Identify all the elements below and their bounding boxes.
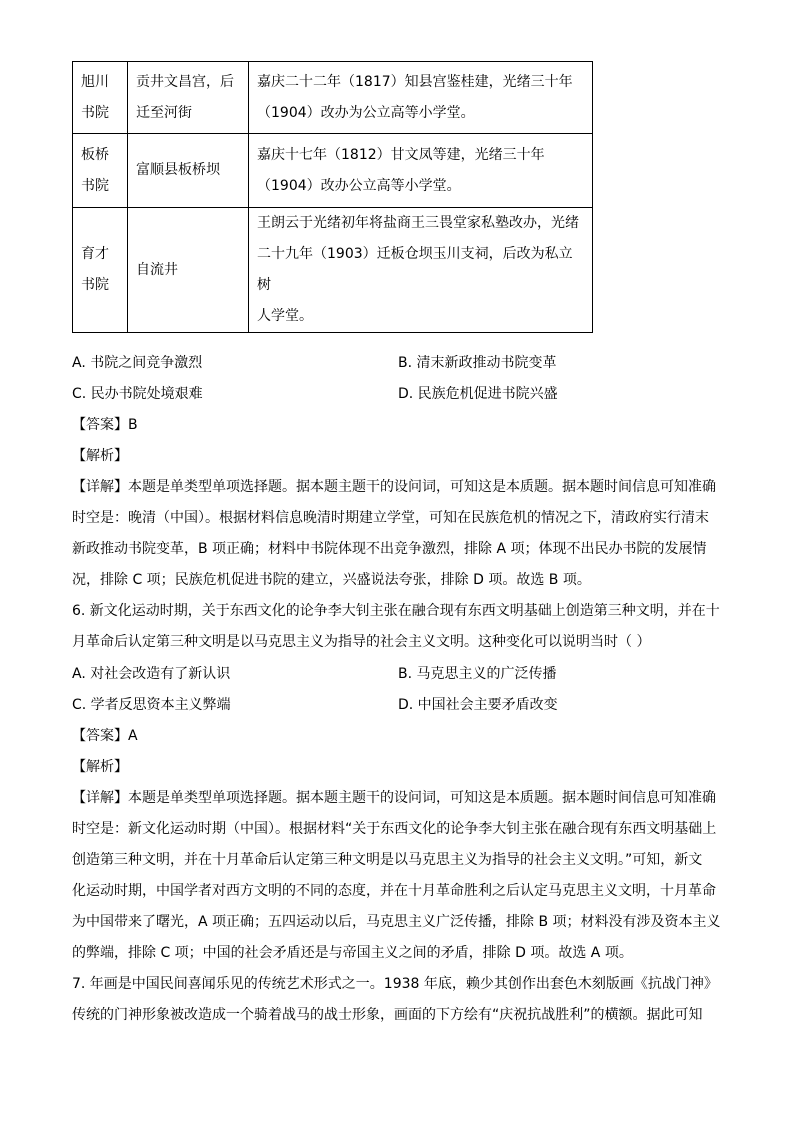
academy-location-cell: 富顺县板桥坝 xyxy=(128,134,249,208)
q6-detail-line-1: 【详解】本题是单类型单项选择题。据本题主题干的设问词，可知这是本质题。据本题时间信息可知准确 xyxy=(72,790,716,806)
q6-option-b: B. 马克思主义的广泛传播 xyxy=(398,666,557,682)
q6-stem-line-2: 月革命后认定第三种文明是以马克思主义为指导的社会主义文明。这种变化可以说明当时（ ） xyxy=(72,634,651,650)
q6-option-c: C. 学者反思资本主义弊端 xyxy=(72,697,231,713)
q5-option-b: B. 清末新政推动书院变革 xyxy=(398,355,557,371)
q6-detail-line-6: 的弊端，排除 C 项；中国的社会矛盾还是与帝国主义之间的矛盾，排除 D 项。故选 A 项。 xyxy=(72,945,633,961)
q5-option-a: A. 书院之间竞争激烈 xyxy=(72,355,203,371)
academy-description-cell: 嘉庆二十二年（1817）知县宫鉴桂建，光绪三十年 （1904）改办为公立高等小学堂。 xyxy=(249,62,593,134)
q6-detail-line-3: 创造第三种文明，并在十月革命后认定第三种文明是以马克思主义为指导的社会主义文明。”可知，新文 xyxy=(72,852,703,868)
q6-detail-line-2: 时空是：新文化运动时期（中国）。根据材料“关于东西文化的论争李大钊主张在融合现有东西文明基础上 xyxy=(72,821,717,837)
q5-answer: 【答案】B xyxy=(72,417,138,433)
q5-detail-line-2: 时空是：晚清（中国）。根据材料信息晚清时期建立学堂，可知在民族危机的情况之下，清政府实行清末 xyxy=(72,510,709,526)
q7-stem-line-1: 7. 年画是中国民间喜闻乐见的传统艺术形式之一。1938 年底，赖少其创作出套色木刻版画《抗战门神》 xyxy=(72,976,718,992)
table-row xyxy=(73,208,593,333)
q5-detail-line-4: 况，排除 C 项；民族危机促进书院的建立，兴盛说法夸张，排除 D 项。故选 B 项。 xyxy=(72,572,591,588)
table-row xyxy=(73,134,593,208)
q6-option-d: D. 中国社会主要矛盾改变 xyxy=(398,697,558,713)
q5-option-d: D. 民族危机促进书院兴盛 xyxy=(398,386,558,402)
q6-answer: 【答案】A xyxy=(72,728,138,744)
q6-stem-line-1: 6. 新文化运动时期，关于东西文化的论争李大钊主张在融合现有东西文明基础上创造第三种文明，并在十 xyxy=(72,603,720,619)
academy-location-cell: 自流井 xyxy=(128,208,249,333)
q5-analysis-heading: 【解析】 xyxy=(72,448,128,464)
table-row xyxy=(73,62,593,134)
q5-detail-line-3: 新政推动书院变革，B 项正确；材料中书院体现不出竞争激烈，排除 A 项；体现不出民办书院的发展情 xyxy=(72,541,707,557)
academy-name-cell: 板桥 书院 xyxy=(73,134,128,208)
q6-detail-line-5: 为中国带来了曙光，A 项正确；五四运动以后，马克思主义广泛传播，排除 B 项；材料没有涉及资本主义 xyxy=(72,914,721,930)
q6-option-a: A. 对社会改造有了新认识 xyxy=(72,666,231,682)
academy-description-cell: 嘉庆十七年（1812）甘文凤等建，光绪三十年 （1904）改办公立高等小学堂。 xyxy=(249,134,593,208)
academy-name-cell: 育才 书院 xyxy=(73,208,128,333)
q6-analysis-heading: 【解析】 xyxy=(72,759,128,775)
q7-stem-line-2: 传统的门神形象被改造成一个骑着战马的战士形象，画面的下方绘有“庆祝抗战胜利”的横额。据此可知 xyxy=(72,1007,703,1023)
q5-detail-line-1: 【详解】本题是单类型单项选择题。据本题主题干的设问词，可知这是本质题。据本题时间信息可知准确 xyxy=(72,479,716,495)
academy-location-cell: 贡井文昌宫，后 迁至河街 xyxy=(128,62,249,134)
academy-name-cell: 旭川 书院 xyxy=(73,62,128,134)
academy-table xyxy=(72,61,593,333)
q6-detail-line-4: 化运动时期，中国学者对西方文明的不同的态度，并在十月革命胜利之后认定马克思主义文明，十月革命 xyxy=(72,883,716,899)
q5-option-c: C. 民办书院处境艰难 xyxy=(72,386,203,402)
academy-description-cell: 王朗云于光绪初年将盐商王三畏堂家私塾改办，光绪 二十九年（1903）迁板仓坝玉川支祠，后改为私立树 人学堂。 xyxy=(249,208,593,333)
